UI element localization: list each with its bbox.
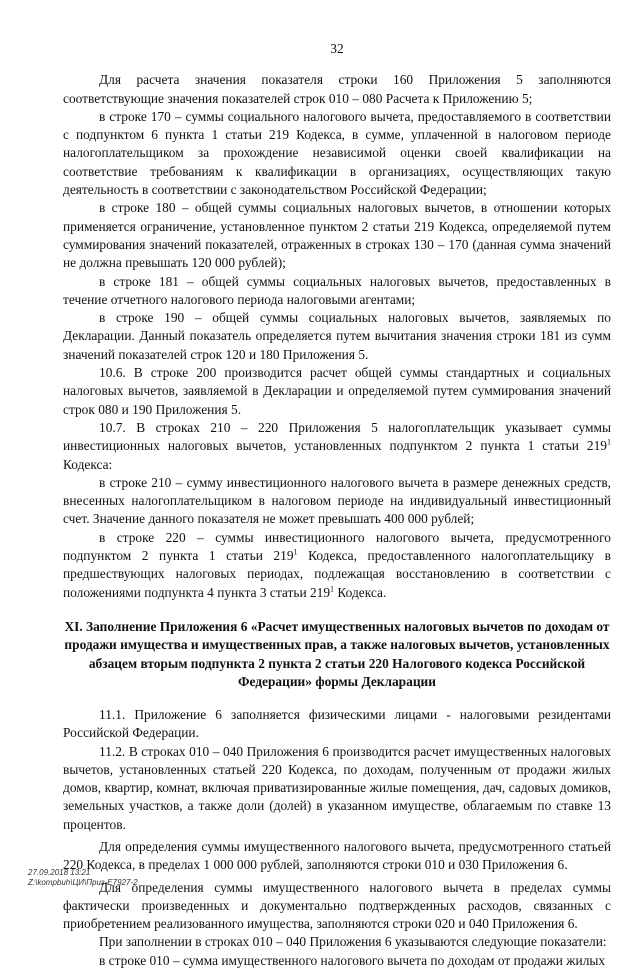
section-heading: XI. Заполнение Приложения 6 «Расчет имущественных налоговых вычетов по доходам от продажи имущества и имущественных прав, а также налоговых вычетов, установленных абзацем вторым подпункта 2 пункта 2 статьи 220 Налогового кодекса Российской Федерации» формы Декларации [64, 618, 610, 690]
superscript: 1 [293, 547, 298, 557]
paragraph-10-7-tail: Кодекса: [63, 456, 113, 472]
paragraph-line-180: в строке 180 – общей суммы социальных налоговых вычетов, в отношении которых применяется ограничение, установленное пунктом 2 статьи 219 Кодекса, определяемой путем суммирования значений показателей, отраженных в строках 130 – 170 (данная сумма значений не должна превышать 120 000 рублей); [63, 200, 611, 271]
paragraph-10-7-text: 10.7. В строках 210 – 220 Приложения 5 налогоплательщик указывает суммы инвестиционных налоговых вычетов, установленных подпунктом 2 пункта 1 статьи 219 [63, 419, 611, 454]
footer-file-path: Z:\kompbuh\ЦИ\Приз-E7927-2 [28, 878, 138, 887]
paragraph-line-210: в строке 210 – сумму инвестиционного налогового вычета в размере денежных средств, внесенных налогоплательщиком в налоговом периоде на индивидуальный инвестиционный счет. Значение данного показателя не может превышать 400 000 рублей; [63, 474, 611, 527]
paragraph-line-181: в строке 181 – общей суммы социальных налоговых вычетов, предоставленных в течение отчетного налогового периода налоговыми агентами; [63, 273, 611, 307]
paragraph-lines-020-040: Для определения суммы имущественного налогового вычета в пределах суммы фактически произведенных и документально подтвержденных расходов, связанных с приобретением реализованного имущества, заполняются строки 020 и 040 Приложения 6. [63, 879, 611, 932]
document-footer [28, 868, 138, 888]
paragraph-line-160: Для расчета значения показателя строки 160 Приложения 5 заполняются соответствующие значения показателей строк 010 – 080 Расчета к Приложению 5; [63, 72, 611, 106]
footer-timestamp: 27.09.2018 13:21 [28, 868, 91, 877]
paragraph-indicators-intro: При заполнении в строках 010 – 040 Приложения 6 указываются следующие показатели: [99, 934, 607, 950]
paragraph-line-010: в строке 010 – сумма имущественного налогового вычета по доходам от продажи жилых [99, 952, 606, 968]
paragraph-line-220 [63, 529, 611, 602]
paragraph-line-220-part3: Кодекса. [334, 584, 387, 600]
paragraph-10-6: 10.6. В строке 200 производится расчет общей суммы стандартных и социальных налоговых вычетов, заявляемой в Декларации и определяемой путем суммирования значений строк 080 и 190 Приложения 5. [63, 365, 611, 417]
paragraph-line-170: в строке 170 – суммы социального налогового вычета, предоставляемого в соответствии с подпунктом 6 пункта 1 статьи 219 Кодекса, в сумме, уплаченной в налоговом периоде налогоплательщиком за прохождение независимой оценки своей квалификации на соответствие требованиям к квалификации в организациях, осуществляющих такую деятельность в соответствии с законодательством Российской Федерации; [63, 108, 611, 198]
superscript: 1 [330, 584, 335, 594]
paragraph-line-220-part1: в строке 220 – суммы инвестиционного налогового вычета, предусмотренного подпунктом 2 пункта 1 статьи 219 [63, 529, 611, 564]
document-page [63, 40, 611, 970]
paragraph-line-220-part2: Кодекса, предоставленного налогоплательщику в предшествующих налоговых периодах, подлежащая восстановлению в соответствии с положениями подпункта 4 пункта 3 статьи 219 [63, 548, 611, 600]
paragraph-11-1: 11.1. Приложение 6 заполняется физическими лицами - налоговыми резидентами Российской Федерации. [63, 706, 611, 741]
page-number: 32 [330, 41, 344, 56]
paragraph-lines-010-030: Для определения суммы имущественного налогового вычета, предусмотренного статьей 220 Кодекса, в пределах 1 000 000 рублей, заполняются строки 010 и 030 Приложения 6. [63, 838, 611, 873]
superscript: 1 [607, 437, 611, 447]
paragraph-line-190: в строке 190 – общей суммы социальных налоговых вычетов, заявляемых по Декларации. Данный показатель определяется путем вычитания значения строки 181 из сумм значений показателей строк 120 и 180 Приложения 5. [63, 310, 611, 362]
paragraph-11-2: 11.2. В строках 010 – 040 Приложения 6 производится расчет имущественных налоговых вычетов, установленных статьей 220 Кодекса, по доходам, полученным от продажи жилых домов, квартир, комнат, включая приватизированные жилые помещения, дач, садовых домиков, земельных участков, а также доли (долей) в указанном имуществе, облагаемым по ставке 13 процентов. [63, 743, 611, 832]
paragraph-10-7 [63, 419, 611, 474]
